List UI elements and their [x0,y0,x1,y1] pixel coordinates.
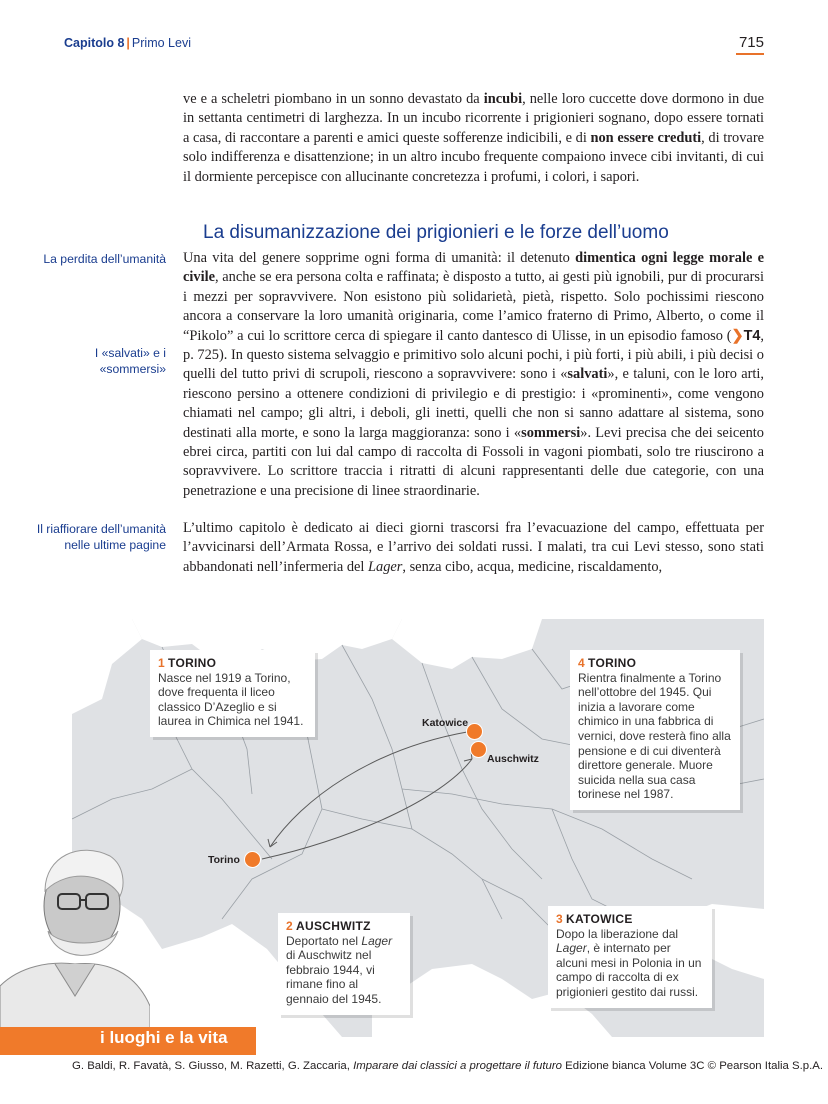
chapter-label [64,36,191,50]
info-box-torino-birth [150,650,315,737]
cross-reference-link[interactable] [732,328,761,344]
margin-note-salvati: I «salvati» e i «sommersi» [94,346,166,376]
text-run: Una vita del genere sopprime ogni forma di umanità: il detenuto [183,250,576,266]
box-title: KATOWICE [566,912,633,926]
sea-area-north-atlantic [72,619,142,714]
text-run: Deportato nel [286,933,362,948]
section-title: La disumanizzazione dei prigionieri e le forze dell’uomo [203,222,669,243]
sea-area-baltic [392,619,542,669]
page-header [64,36,764,56]
paragraph-incubi [183,90,764,187]
city-label-torino: Torino [208,854,240,866]
primo-levi-portrait [0,836,150,1028]
info-box-torino-return [570,650,740,810]
border-line [322,809,502,919]
box-title: TORINO [588,656,637,670]
text-run: di Auschwitz nel febbraio 1944, vi rimane fino al gennaio del 1945. [286,948,382,1006]
portrait-illustration [0,836,150,1028]
text-run: », e taluni, con le loro arti, riescono persino a ottenere condizioni di privilegio e di prestigio: i «prominenti», come vengono chiamati nel campo; gli altri, i deboli, gli inetti, quelli che non si sanno adattare al sistema, sono destinati alla morte, e sono la larga maggioranza: sono i « [183,366,764,441]
box-text [556,927,704,1000]
footer-edition: Edizione bianca Volume 3C © Pearson Italia S.p.A. [562,1060,824,1072]
box-title: AUSCHWITZ [296,919,371,933]
bold-term: salvati [567,366,608,383]
city-label-katowice: Katowice [422,717,469,729]
city-label-auschwitz: Auschwitz [487,753,539,765]
footer-authors: G. Baldi, R. Favatà, S. Giusso, M. Razetti, G. Zaccaria, [72,1060,354,1072]
page-number: 715 [738,34,764,51]
box-text: Rientra finalmente a Torino nell’ottobre del 1945. Qui inizia a lavorare come chimico in una fabbrica di vernici, dove resterà fino alla pensione e di cui diventerà direttore generale. Muore suicida nella sua casa torinese nel 1987. [578,670,731,802]
italic-term: Lager [368,558,403,575]
border-line [72,769,192,819]
reference-label: T4 [743,327,761,344]
text-run: , è internato per alcuni mesi in Polonia in un campo di raccolta di ex prigionieri gestito dai russi. [556,941,702,999]
chapter-number: Capitolo 8 [64,36,125,50]
paragraph-ultimo-capitolo [183,519,764,577]
katowice-marker [466,723,483,740]
text-run: , senza cibo, acqua, medicine, riscaldamento, [402,558,663,575]
page-footer [72,1060,823,1072]
bold-term: incubi [483,91,523,107]
margin-note-perdita: La perdita dell’umanità [43,252,166,266]
margin-note-riaffiorare: Il riaffiorare dell’umanità nelle ultime pagine [36,522,166,552]
header-separator: | [126,36,130,50]
text-run: , p. 725). In questo sistema selvaggio e primitivo solo alcuni pochi, i più forti, i più abili, i più decisi o quelli del tutto privi di scrupoli, riescono a sopravvivere: sono i « [183,327,764,383]
text-run: ve e a scheletri piombano in un sonno devastato da [183,91,484,107]
box-text [286,934,402,1007]
border-line [342,645,412,829]
text-run: L’ultimo capitolo è dedicato ai dieci giorni trascorsi fra l’evacuazione del campo, effettuata per l’avvicinarsi dell’Armata Rossa, e l’arrivo dei soldati russi. I malati, tra cui Levi stesso, sono stati abbandonati nell’infermeria del [183,520,764,575]
info-box-auschwitz [278,913,410,1015]
step-number: 2 [286,919,293,933]
text-run: , anche se era persona colta e raffinata; è disposto a tutto, ai gesti più ignobili, pur di procurarsi i mezzi per sopravvivere. Non esistono più solidarietà, pietà, rispetto. Solo pochissimi riescono ancora a conservare la loro umanità originaria, come l’amico fraterno di Primo, Alberto, o come il “Pikolo” a cui lo scrittore cerca di spiegare il canto dantesco di Ulisse, in un episodio famoso ( [183,269,764,344]
step-number: 4 [578,656,585,670]
europe-map [72,619,764,1037]
box-text: Nasce nel 1919 a Torino, dove frequenta il liceo classico D’Azeglio e si laurea in Chimica nel 1941. [158,670,304,729]
chapter-author: Primo Levi [131,36,191,50]
italic-term: Lager [556,941,587,956]
footer-book-title: Imparare dai classici a progettare il futuro [353,1060,562,1072]
chevron-right-icon: ❯ [731,327,744,344]
info-box-katowice [548,906,712,1008]
border-line [552,809,672,919]
torino-marker [244,851,261,868]
auschwitz-marker [470,741,487,758]
box-title: TORINO [168,656,217,670]
text-run: , di trovare solo indifferenza e disattenzione; in un altro incubo frequente compaiono invece cibi invitanti, di cui il dormiente percepisce con allucinante concretezza i profumi, i colori, i sapori. [183,129,764,185]
step-number: 3 [556,912,563,926]
page-number-underline [736,53,764,55]
bold-term: sommersi [521,424,581,441]
step-number: 1 [158,656,165,670]
text-run: Dopo la liberazione dal [556,926,679,941]
text-run: , nelle loro cuccette dove dormono in due in settanta centimetri di larghezza. In un incubo ricorrente i prigionieri sognano, dopo essere tornati a casa, di raccontare a parenti e amici queste sofferenze indicibili, e di [183,91,764,146]
italic-term: Lager [361,933,393,948]
text-run: ». Levi precisa che dei seicento ebrei circa, partiti con lui dal campo di raccolta di Fossoli in vagoni piombati, solo tre riuscirono a sopravvivere. Lo scrittore traccia i ritratti di alcuni rappresentanti delle due categorie, con una penetrazione e una precisione di linee straordinarie. [183,424,764,499]
paragraph-disumanizzazione [183,249,764,501]
banner-label: i luoghi e la vita [100,1028,228,1047]
bold-term: dimentica ogni legge morale e civile [183,250,764,286]
route-arrow-katowice-torino [262,759,472,859]
bold-term: non essere creduti [590,129,702,146]
